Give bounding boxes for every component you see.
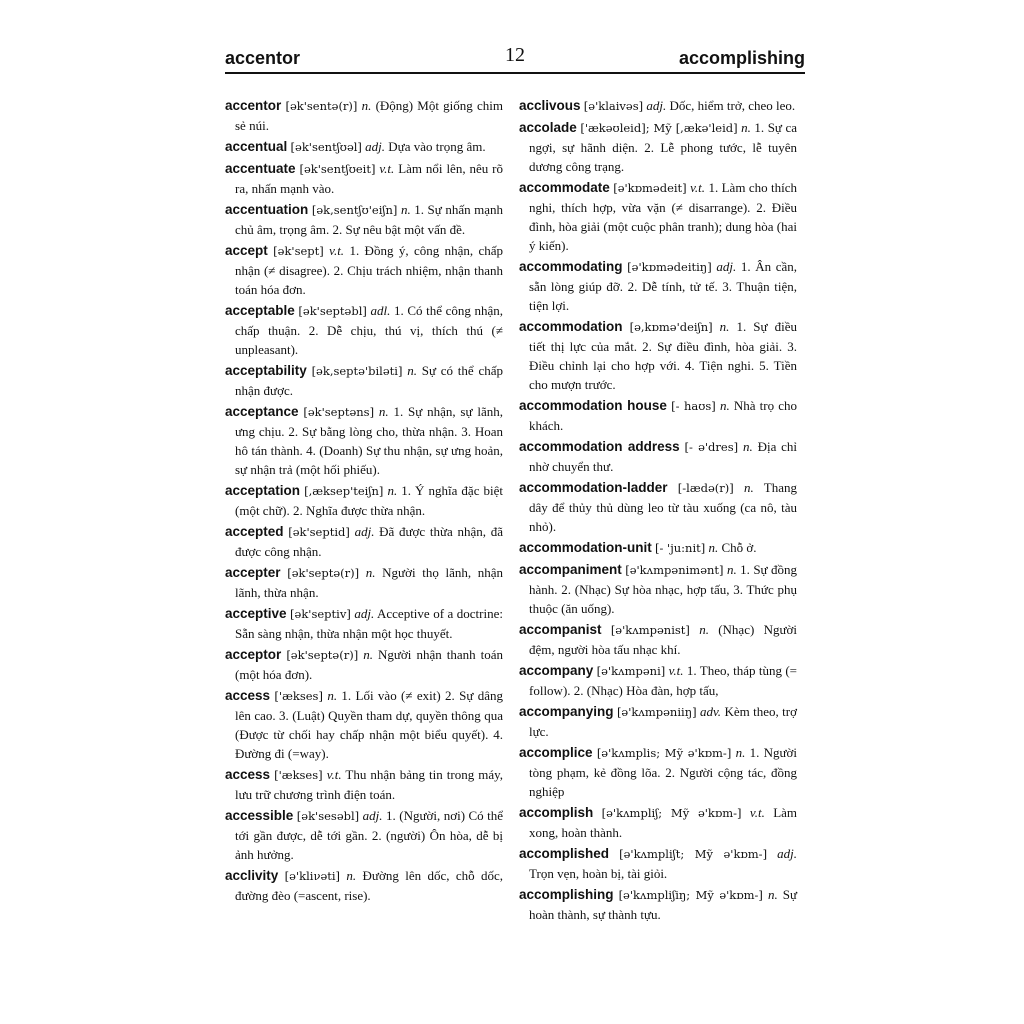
entry-headword: acceptable	[225, 303, 295, 318]
entry-part-of-speech: n.	[699, 622, 709, 637]
dictionary-entry	[519, 844, 797, 883]
entry-definition: 1. Sự nhấn mạnh chủ âm, trọng âm. 2. Sự nêu bật một vấn đề.	[235, 202, 504, 237]
entry-part-of-speech: adv.	[700, 704, 722, 719]
dictionary-entry	[519, 661, 797, 700]
entry-headword: accompaniment	[519, 562, 622, 577]
dictionary-entry	[225, 866, 503, 905]
entry-headword: accessible	[225, 808, 294, 823]
entry-pronunciation: [ə'kʌmpəni]	[596, 664, 666, 678]
dictionary-entry	[225, 159, 503, 198]
entry-definition: 1. Sự nhận, sự lãnh, ưng chịu. 2. Sự bằng lòng cho, thừa nhận. 3. Hoan hô tán thành. 4. (Doanh) Sự thu nhận, sự ưng hoản, sự nhận trả (một hối phiếu).	[235, 404, 503, 477]
entry-pronunciation: [ək,septə'biləti]	[311, 364, 403, 378]
entry-part-of-speech: adj.	[354, 606, 375, 621]
entry-part-of-speech: n.	[767, 887, 778, 902]
entry-part-of-speech: n.	[361, 98, 372, 113]
entry-definition: Dựa vào trọng âm.	[388, 139, 486, 154]
entry-headword: access	[225, 688, 271, 703]
dictionary-entry	[519, 437, 797, 476]
entry-definition: 1. Lối vào (≠ exit) 2. Sự dâng lên cao. 3. (Luật) Quyền tham dự, quyền thông qua (Được từ chối hay chấp nhận một biểu quyết). 4. Đường đi (=way).	[235, 688, 504, 761]
entry-pronunciation: [ək'sentə(r)]	[285, 99, 358, 113]
dictionary-entry	[519, 178, 797, 255]
entry-headword: accentuate	[225, 161, 296, 176]
entry-definition: 1. Người tòng phạm, kẻ đồng lõa. 2. Người cộng tác, đồng nghiệp	[529, 745, 798, 799]
entry-definition: 1. (Người, nơi) Có thể tới gần được, dễ tới gần. 2. (người) Ôn hòa, dễ bị ảnh hưởng.	[235, 808, 504, 862]
entry-part-of-speech: n.	[719, 319, 730, 334]
entry-headword: accommodation address	[519, 439, 680, 454]
entry-definition: 1. Ân cần, sẵn lòng giúp đỡ. 2. Dễ tính, tử tế. 3. Thuận tiện, tiện lợi.	[529, 259, 798, 313]
dictionary-entry	[519, 620, 797, 659]
entry-headword: accepted	[225, 524, 284, 539]
entry-part-of-speech: n.	[327, 688, 338, 703]
dictionary-entry	[225, 241, 503, 299]
entry-headword: accentual	[225, 139, 288, 154]
dictionary-entry	[519, 743, 797, 801]
left-guide-word: accentor	[225, 48, 301, 68]
entry-headword: accept	[225, 243, 268, 258]
entry-pronunciation: [ə,kɒmə'deiʃn]	[629, 320, 713, 334]
entry-headword: accommodation-unit	[519, 540, 652, 555]
entry-part-of-speech: adl.	[370, 303, 391, 318]
entry-pronunciation: [ə'kʌmpənist]	[610, 623, 690, 637]
entry-definition: Người nhận thanh toán (một hóa đơn).	[235, 647, 504, 682]
entry-part-of-speech: n.	[363, 647, 373, 662]
entry-pronunciation: [ə'kʌmpliʃt; Mỹ ə'kɒm-]	[619, 847, 768, 861]
entry-definition: Người thọ lãnh, nhận lãnh, thừa nhận.	[235, 565, 504, 600]
entry-pronunciation: ['ækəʊleid]; Mỹ [,ækə'leid]	[580, 121, 738, 135]
dictionary-entry	[225, 765, 503, 804]
entry-pronunciation: [- 'ju:nit]	[655, 541, 706, 555]
entry-headword: accolade	[519, 120, 577, 135]
entry-pronunciation: [ə'kʌmpənimənt]	[625, 563, 724, 577]
entry-headword: acceptance	[225, 404, 299, 419]
entry-definition: 1. Sự ca ngợi, sự hãnh diện. 2. Lễ phong tước, lễ tuyên dương công trạng.	[529, 120, 798, 174]
entry-part-of-speech: n.	[741, 120, 751, 135]
entry-pronunciation: [ək'septəbl]	[298, 304, 367, 318]
right-guide-word: accomplishing	[678, 48, 805, 68]
entry-part-of-speech: v.t.	[379, 161, 395, 176]
dictionary-entry	[519, 317, 797, 394]
entry-part-of-speech: n.	[365, 565, 376, 580]
left-column	[225, 96, 503, 907]
entry-part-of-speech: adj.	[362, 808, 383, 823]
entry-headword: acclivous	[519, 98, 581, 113]
entry-part-of-speech: n.	[735, 745, 746, 760]
entry-headword: accommodation-ladder	[519, 480, 668, 495]
entry-pronunciation: [ə'kʌmpliʃiŋ; Mỹ ə'kɒm-]	[618, 888, 763, 902]
entry-part-of-speech: adj.	[646, 98, 667, 113]
entry-headword: acceptability	[225, 363, 307, 378]
dictionary-entry	[225, 806, 503, 864]
entry-part-of-speech: n.	[387, 483, 398, 498]
entry-part-of-speech: adj.	[365, 139, 386, 154]
dictionary-entry	[225, 402, 503, 479]
entry-headword: accompanying	[519, 704, 614, 719]
entry-pronunciation: [ək'septə(r)]	[286, 648, 359, 662]
entry-definition: Sự hoàn thành, sự thành tựu.	[529, 887, 797, 922]
entry-definition: Làm xong, hoàn thành.	[529, 805, 798, 840]
entry-definition: 1. Theo, tháp tùng (= follow). 2. (Nhạc) Hòa đàn, hợp tấu,	[529, 663, 798, 698]
dictionary-entry	[519, 885, 797, 924]
entry-definition: Đã được thừa nhận, đã được công nhận.	[235, 524, 504, 559]
entry-definition: Kèm theo, trợ lực.	[529, 704, 797, 739]
entry-definition: Sự có thể chấp nhận được.	[235, 363, 503, 398]
dictionary-entry	[519, 118, 797, 176]
entry-headword: accomplishing	[519, 887, 614, 902]
entry-part-of-speech: adj.	[354, 524, 375, 539]
entry-definition: Đường lên dốc, chỗ dốc, đường đèo (=ascent, rise).	[235, 868, 504, 903]
entry-pronunciation: [ə'kliνəti]	[284, 869, 341, 883]
dictionary-entry	[225, 200, 503, 239]
entry-pronunciation: [ək'septid]	[288, 525, 350, 539]
dictionary-entry	[225, 522, 503, 561]
entry-part-of-speech: n.	[378, 404, 389, 419]
entry-part-of-speech: n.	[719, 398, 730, 413]
dictionary-entry	[519, 538, 797, 558]
entry-pronunciation: [- haʊs]	[671, 399, 716, 413]
dictionary-entry	[225, 645, 503, 684]
dictionary-entry	[519, 702, 797, 741]
entry-definition: 1. Đồng ý, công nhận, chấp nhận (≠ disagree). 2. Chịu trách nhiệm, nhận thanh toán hóa đơn.	[235, 243, 504, 297]
entry-pronunciation: [ək'sentʃʊəl]	[290, 140, 362, 154]
entry-pronunciation: [ək'septiv]	[290, 607, 351, 621]
entry-part-of-speech: n.	[744, 480, 754, 495]
entry-definition: Địa chỉ nhờ chuyển thư.	[529, 439, 798, 474]
entry-definition: Nhà trọ cho khách.	[529, 398, 798, 433]
entry-definition: (Động) Một giống chim sẻ núi.	[235, 98, 503, 133]
entry-definition: Trọn vẹn, hoàn bị, tài giỏi.	[529, 866, 668, 881]
entry-part-of-speech: n.	[726, 562, 737, 577]
dictionary-entry	[519, 96, 797, 116]
page-number: 12	[505, 44, 525, 66]
entry-part-of-speech: n.	[708, 540, 719, 555]
dictionary-entry	[225, 137, 503, 157]
entry-part-of-speech: n.	[742, 439, 753, 454]
dictionary-entry	[519, 560, 797, 618]
entry-definition: Làm nổi lên, nêu rõ ra, nhấn mạnh vào.	[235, 161, 503, 196]
dictionary-entry	[225, 481, 503, 520]
entry-headword: access	[225, 767, 271, 782]
entry-part-of-speech: adj.	[716, 259, 737, 274]
entry-definition: Acceptive of a doctrine: Sẵn sàng nhận, thừa nhận một học thuyết.	[235, 606, 503, 641]
dictionary-entry	[519, 396, 797, 435]
page-header	[225, 44, 805, 74]
entry-pronunciation: [ək'septəns]	[303, 405, 375, 419]
entry-part-of-speech: v.t.	[668, 663, 684, 678]
entry-pronunciation: ['ækses]	[274, 689, 323, 703]
entry-headword: acceptor	[225, 647, 282, 662]
dictionary-entry	[225, 686, 503, 763]
entry-pronunciation: [ək'sentʃʊeit]	[299, 162, 376, 176]
entry-definition: 1. Ý nghĩa đặc biệt (một chữ). 2. Nghĩa được thừa nhận.	[235, 483, 504, 518]
entry-definition: Chỗ ở.	[721, 540, 757, 555]
entry-pronunciation: [,æksep'teiʃn]	[304, 484, 384, 498]
entry-pronunciation: [- ə'dres]	[684, 440, 739, 454]
entry-definition: Thang dây để thủy thủ dùng leo từ tàu xuống (ca nô, tàu nhỏ).	[529, 480, 797, 534]
dictionary-entry	[225, 301, 503, 359]
entry-pronunciation: ['ækses]	[274, 768, 323, 782]
entry-pronunciation: [ə'kʌmpliʃ; Mỹ ə'kɒm-]	[601, 806, 742, 820]
entry-definition: Thu nhận bảng tin trong máy, lưu trữ chương trình điện toán.	[235, 767, 504, 802]
entry-headword: accommodation	[519, 319, 623, 334]
entry-part-of-speech: v.t.	[749, 805, 765, 820]
dictionary-entry	[225, 563, 503, 602]
entry-definition: 1. Có thể công nhận, chấp thuận. 2. Dễ chịu, thú vị, thích thú (≠ unpleasant).	[235, 303, 504, 357]
entry-headword: acceptation	[225, 483, 301, 498]
entry-headword: accomplish	[519, 805, 594, 820]
entry-part-of-speech: v.t.	[690, 180, 706, 195]
entry-pronunciation: [-lædə(r)]	[677, 481, 734, 495]
dictionary-entry	[519, 478, 797, 536]
entry-headword: accommodating	[519, 259, 623, 274]
entry-headword: accompany	[519, 663, 594, 678]
entry-headword: acclivity	[225, 868, 279, 883]
entry-headword: accentuation	[225, 202, 309, 217]
entry-part-of-speech: n.	[400, 202, 411, 217]
entry-headword: accompanist	[519, 622, 602, 637]
dictionary-entry	[225, 604, 503, 643]
entry-headword: accentor	[225, 98, 282, 113]
entry-part-of-speech: n.	[346, 868, 357, 883]
entry-pronunciation: [ək'sesəbl]	[296, 809, 360, 823]
entry-pronunciation: [ə'kɒmədeitiŋ]	[627, 260, 712, 274]
dictionary-entry	[225, 96, 503, 135]
entry-headword: accomplished	[519, 846, 610, 861]
dictionary-entry	[225, 361, 503, 400]
entry-part-of-speech: adj.	[777, 846, 798, 861]
entry-headword: accommodate	[519, 180, 610, 195]
entry-pronunciation: [ək'septə(r)]	[287, 566, 360, 580]
entry-part-of-speech: n.	[407, 363, 417, 378]
entry-definition: Dốc, hiểm trở, cheo leo.	[669, 98, 796, 113]
entry-headword: accomplice	[519, 745, 593, 760]
dictionary-entry	[519, 257, 797, 315]
entry-pronunciation: [ə'klaivəs]	[583, 99, 644, 113]
entry-definition: 1. Sự điều tiết thị lực của mắt. 2. Sự điều đình, hòa giải. 3. Điều chỉnh lại cho hợp với. 4. Tiện nghi. 5. Tiền cho mượn trước.	[529, 319, 798, 392]
entry-pronunciation: [ə'kɒmədeit]	[613, 181, 687, 195]
entry-headword: acceptive	[225, 606, 287, 621]
entry-pronunciation: [ək,sentʃʊ'eiʃn]	[311, 203, 398, 217]
entry-definition: (Nhạc) Người đệm, người hòa tấu nhạc khí.	[529, 622, 798, 657]
entry-part-of-speech: v.t.	[326, 767, 342, 782]
right-column	[519, 96, 797, 926]
entry-headword: accepter	[225, 565, 281, 580]
entry-definition: 1. Làm cho thích nghi, thích hợp, vừa vặn (≠ disarrange). 2. Điều đình, hòa giải (một cuộc phân tranh); dung hòa (hai ý kiến).	[529, 180, 798, 253]
header-rule	[225, 72, 805, 74]
entry-definition: 1. Sự đồng hành. 2. (Nhạc) Sự hòa nhạc, hợp tấu, 3. Thức phụ thuộc (ăn uống).	[529, 562, 798, 616]
entry-headword: accommodation house	[519, 398, 667, 413]
dictionary-entry	[519, 803, 797, 842]
entry-pronunciation: [ək'sept]	[273, 244, 324, 258]
entry-pronunciation: [ə'kʌmplis; Mỹ ə'kɒm-]	[596, 746, 732, 760]
entry-part-of-speech: v.t.	[329, 243, 345, 258]
entry-pronunciation: [ə'kʌmpəniiŋ]	[616, 705, 697, 719]
